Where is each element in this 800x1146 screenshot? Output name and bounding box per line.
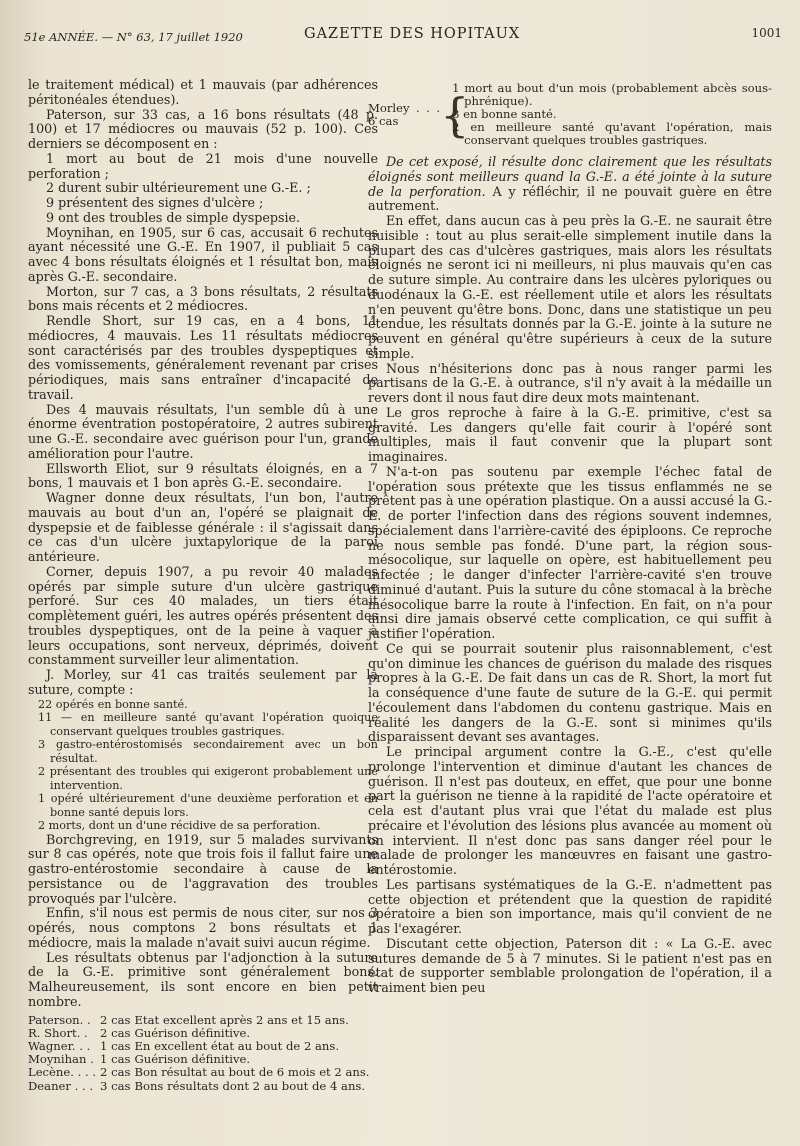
table-row <box>28 1027 373 1040</box>
list-item: 1 opéré ultérieurement d'une deuxième perforation et en bonne santé depuis lors. <box>38 792 378 819</box>
page-number: 1001 <box>751 26 782 40</box>
morley-items <box>452 82 772 147</box>
results-table <box>28 1014 373 1093</box>
list-item: 2 en meilleure santé qu'avant l'opération, mais conservant quelques troubles gastriques. <box>452 120 772 147</box>
conclusion-paragraph <box>368 155 772 214</box>
paragraph: Le gros reproche à faire à la G.-E. primitive, c'est sa gravité. Les dangers qu'elle fait courir à l'opéré sont multiples, mais il faut convenir que la plupart sont imaginaires. <box>368 404 772 464</box>
paragraph: Enfin, s'il nous est permis de nous citer, sur nos 3 opérés, nous comptons 2 bons résultats et 1 médiocre, mais la malade n'avait suivi aucun régime. <box>28 905 378 950</box>
table-cell-name: Wagner. . . <box>28 1038 91 1053</box>
paragraph: Le principal argument contre la G.-E., c'est qu'elle prolonge l'intervention et diminue d'autant les chances de guérison. Il n'est pas douteux, en effet, que pour une bonne part la guérison ne tienne à la rapidité de l'acte opératoire et cela est d'autant plus vrai que l'état du malade est plus précaire et l'évolution des lésions plus avancée au moment où on intervient. Il n'est donc pas sans danger réel pour le malade de prolonger les manœuvres en faisant une gastro-entérostomie. <box>368 744 772 877</box>
paragraph: Nous n'hésiterions donc pas à nous ranger parmi les partisans de la G.-E. à outrance, s'il n'y avait à la médaille un revers dont il nous faut dire deux mots maintenant. <box>368 360 772 405</box>
paragraph: Ce qui se pourrait soutenir plus raisonnablement, c'est qu'on diminue les chances de guérison du malade des risques propres à la G.-E. De fait dans un cas de R. Short, la mort fut la conséquence d'une faute de suture de la G.-E. qui permit l'écoulement dans l'abdomen du contenu gastrique. Mais en réalité les dangers de la G.-E. sont si minimes qu'ils disparaissent devant ses avantages. <box>368 640 772 745</box>
paragraph: Wagner donne deux résultats, l'un bon, l'autre mauvais au bout d'un an, l'opéré se plaignait de dyspepsie et de faiblesse générale : il s'agissait dans ce cas d'un ulcère juxtapylorique de la paroi antérieure. <box>28 490 378 564</box>
table-cell-res: Guérison définitive. <box>134 1025 251 1040</box>
brace: { <box>440 87 470 142</box>
list-item: 2 durent subir ultérieurement une G.-E. ; <box>46 180 311 196</box>
table-cell-n: 1 cas <box>100 1038 131 1053</box>
paragraph: Corner, depuis 1907, a pu revoir 40 malades opérés par simple suture d'un ulcère gastrique perforé. Sur ces 40 malades, un tiers était complètement guéri, les autres opérés présentent des troubles dyspeptiques, ont de la peine à vaquer à leurs occupations, sont nerveux, déprimés, doivent constamment surveiller leur alimentation. <box>28 563 378 668</box>
table-cell-res: Etat excellent après 2 ans et 15 ans. <box>134 1012 349 1027</box>
table-row <box>28 1066 373 1079</box>
list-item: 11 — en meilleure santé qu'avant l'opération quoique conservant quelques troubles gastriques. <box>38 711 378 738</box>
page-header <box>24 22 782 52</box>
table-cell-name: Lecène. . . . <box>28 1065 97 1080</box>
paragraph: le traitement médical) et 1 mauvais (par adhérences péritonéales étendues). <box>28 77 378 107</box>
issue-line: 51e ANNÉE. — N° 63, 17 juillet 1920 <box>24 30 243 44</box>
table-cell-res: En excellent état au bout de 2 ans. <box>134 1038 340 1053</box>
morley-label: Morley . . . 6 cas <box>368 100 441 128</box>
table-cell-name: Deaner . . . <box>28 1078 94 1093</box>
paragraph: Des 4 mauvais résultats, l'un semble dû à une énorme éventration postopératoire, 2 autres subirent une G.-E. secondaire avec guérison pour l'un, grande amélioration pour l'autre. <box>28 401 378 461</box>
list-item: 1 mort au bout d'un mois (probablement abcès sous-phrénique). <box>452 81 772 108</box>
list-item: 2 présentant des troubles qui exigeront probablement une intervention. <box>38 765 378 792</box>
table-cell-n: 2 cas <box>100 1012 131 1027</box>
list-item: 2 morts, dont un d'une récidive de sa perforation. <box>38 819 321 832</box>
table-cell-res: Bon résultat au bout de 6 mois et 2 ans. <box>134 1065 370 1080</box>
table-cell-res: Guérison définitive. <box>134 1052 251 1067</box>
table-cell-n: 3 cas <box>100 1078 131 1093</box>
list-item: 3 gastro-entérostomisés secondairement avec un bon résultat. <box>38 738 378 765</box>
table-cell-n: 2 cas <box>100 1065 131 1080</box>
morley-summary <box>368 82 772 147</box>
paragraph: N'a-t-on pas soutenu par exemple l'échec fatal de l'opération sous prétexte que les tissus enflammés ne se prêtent pas à une opération plastique. On a aussi accusé la G.-E. de porter l'infection dans des régions souvent indemnes, spécialement dans l'arrière-cavité des épiploons. Ce reproche ne nous semble pas fondé. D'une part, la région sous-mésocolique, sur laquelle on opère, est habituellement peu infectée ; le danger d'infecter l'arrière-cavité s'en trouve diminué d'autant. Puis la suture du cône stomacal à la brèche mésocolique barre la route à l'infection. En fait, on n'a pour ainsi dire jamais observé cette complication, ce qui suffit à justifier l'opération. <box>368 463 772 641</box>
paragraph: Les résultats obtenus par l'adjonction à la suture de la G.-E. primitive sont généralement bons. Malheureusement, ils sont encore en bien petit nombre. <box>28 949 378 1009</box>
journal-title: GAZETTE DES HOPITAUX <box>304 26 521 42</box>
table-cell-name: R. Short. . <box>28 1025 88 1040</box>
morley-list <box>28 698 378 833</box>
left-column <box>28 78 378 1093</box>
conclusion-italic: De cet exposé, il résulte donc clairement que les résultats éloignés sont meilleurs quand la G.-E. a été jointe à la suture de la perforation. <box>368 154 772 199</box>
paragraph: Discutant cette objection, Paterson dit : « La G.-E. avec sutures demande de 5 à 7 minutes. Si le patient n'est pas en état de supporter semblable prolongation de l'opération, il a vraiment bien peu <box>368 935 772 995</box>
right-column <box>368 82 772 996</box>
list-item: 9 présentent des signes d'ulcère ; <box>46 195 264 210</box>
paragraph: Morton, sur 7 cas, a 3 bons résultats, 2 résultats bons mais récents et 2 médiocres. <box>28 283 378 314</box>
list-item: 22 opérés en bonne santé. <box>38 697 188 711</box>
paragraph: Paterson, sur 33 cas, a 16 bons résultats (48 p. 100) et 17 médiocres ou mauvais (52 p. 100). Ces derniers se décomposent en : <box>28 106 378 151</box>
paragraph: Moynihan, en 1905, sur 6 cas, accusait 6 rechutes ayant nécessité une G.-E. En 1907, il publiait 5 cas avec 4 bons résultats éloignés et 1 résultat bon, mais après G.-E. secondaire. <box>28 224 378 284</box>
table-cell-name: Paterson. . <box>28 1012 91 1027</box>
paragraph: Rendle Short, sur 19 cas, en a 4 bons, 11 médiocres, 4 mauvais. Les 11 résultats médiocres sont caractérisés par des troubles dyspeptiques et des vomissements, généralement revenant par crises périodiques, mais sans entraîner d'incapacité de travail. <box>28 313 378 402</box>
paragraph: En effet, dans aucun cas à peu près la G.-E. ne saurait être nuisible : tout au plus serait-elle simplement inutile dans la plupart des cas d'ulcères gastriques, mais alors les résultats éloignés ne seront ici ni meilleurs, ni plus mauvais qu'en cas de suture simple. Au contraire dans les ulcères pyloriques ou duodénaux la G.-E. est réellement utile et alors les résultats n'en peuvent qu'être bons. Donc, dans une statistique un peu étendue, les résultats donnés par la G.-E. jointe à la suture ne peuvent en général qu'être supérieurs à ceux de la suture simple. <box>368 213 772 361</box>
conclusion-tail: A y réfléchir, il ne pouvait guère en être autrement. <box>368 183 772 214</box>
paragraph: Borchgreving, en 1919, sur 5 malades survivants sur 8 cas opérés, note que trois fois il fallut faire une gastro-entérostomie secondaire à cause de la persistance ou de l'aggravation des troubles provoqués par l'ulcère. <box>28 831 378 906</box>
table-row <box>28 1080 373 1093</box>
list-item: 1 mort au bout de 21 mois d'une nouvelle perforation ; <box>28 150 378 181</box>
table-cell-n: 2 cas <box>100 1025 131 1040</box>
table-row <box>28 1014 373 1027</box>
list-item: 9 ont des troubles de simple dyspepsie. <box>46 209 301 225</box>
paragraph: Ellsworth Eliot, sur 9 résultats éloignés, en a 7 bons, 1 mauvais et 1 bon après G.-E. secondaire. <box>28 460 378 491</box>
table-cell-name: Moynihan . <box>28 1052 94 1067</box>
table-cell-n: 1 cas <box>100 1052 131 1067</box>
table-cell-res: Bons résultats dont 2 au bout de 4 ans. <box>134 1078 366 1093</box>
paragraph: Les partisans systématiques de la G.-E. n'admettent pas cette objection et prétendent que la question de rapidité opératoire a bien son importance, mais qu'il convient de ne pas l'exagérer. <box>368 876 772 936</box>
paragraph: J. Morley, sur 41 cas traités seulement par la suture, compte : <box>28 667 378 697</box>
list-item: 3 en bonne santé. <box>452 107 557 121</box>
